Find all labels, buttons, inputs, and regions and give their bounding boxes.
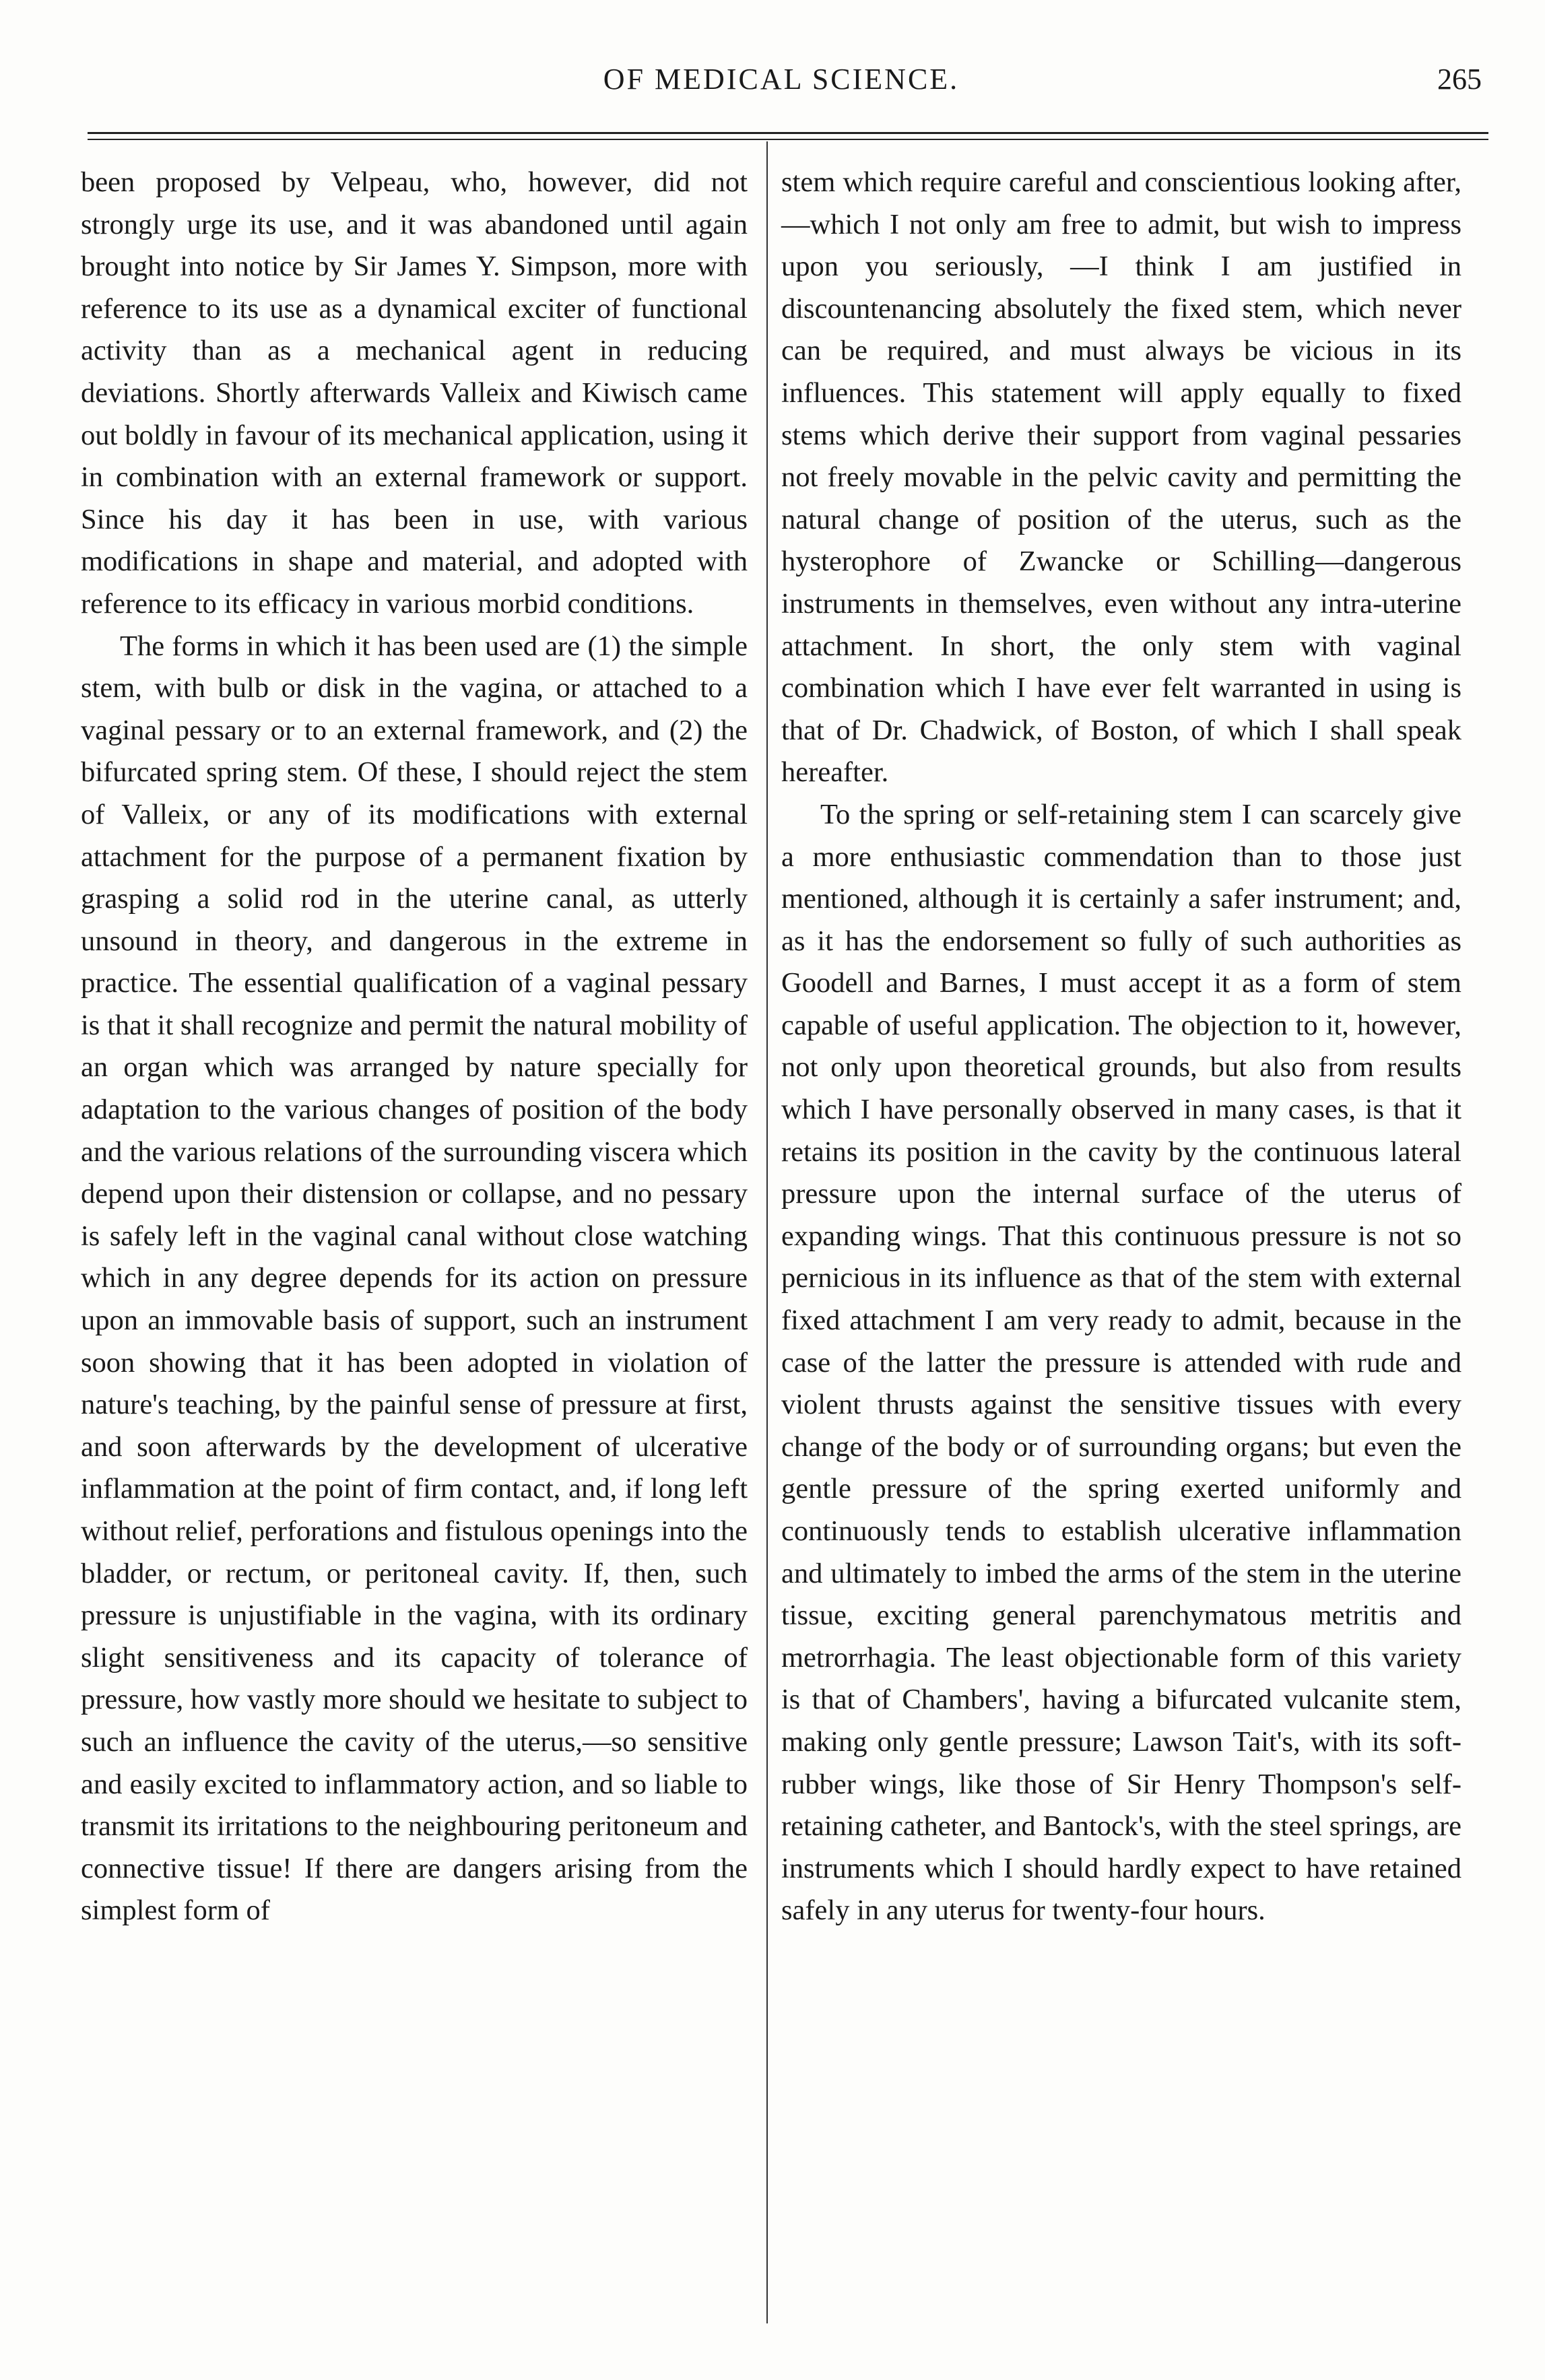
page-number: 265: [1437, 63, 1482, 96]
paragraph: The forms in which it has been used are (1) the simple stem, with bulb or disk in the vagina, or attached to a vaginal pessary or to an external framework, and (2) the bifurcated spring stem. Of these, I should reject the stem of Valleix, or any of its modifications with external attachment for the purpose of a permanent fixation by grasping a solid rod in the uterine canal, as utterly unsound in theory, and dangerous in the extreme in practice. The essential qualification of a vaginal pessary is that it shall recognize and permit the natural mobility of an organ which was arranged by nature specially for adaptation to the various changes of position of the body and the various relations of the surrounding viscera which depend upon their distension or collapse, and no pessary is safely left in the vaginal canal without close watching which in any degree depends for its action on pressure upon an immovable basis of support, such an instrument soon showing that it has been adopted in violation of nature's teaching, by the painful sense of pressure at first, and soon afterwards by the development of ulcerative inflammation at the point of firm contact, and, if long left without relief, perforations and fistulous openings into the bladder, or rectum, or peritoneal cavity. If, then, such pressure is unjustifiable in the vagina, with its ordinary slight sensitiveness and its capacity of tolerance of pressure, how vastly more should we hesitate to subject to such an influence the cavity of the uterus,—so sensitive and easily excited to inflammatory action, and so liable to transmit its irritations to the neighbouring peritoneum and connective tissue! If there are dangers arising from the simplest form of: [81, 630, 748, 1927]
header-rule-top: [88, 132, 1488, 134]
header-rule-bottom: [88, 139, 1488, 140]
paragraph: To the spring or self-retaining stem I can scarcely give a more enthusiastic commendation than to those just mentioned, although it is certainly a safer instrument; and, as it has the endorsement so fully of such authorities as Goodell and Barnes, I must accept it as a form of stem capable of useful application. The objection to it, however, not only upon theoretical grounds, but also from results which I have personally observed in many cases, is that it retains its position in the cavity by the continuous lateral pressure upon the internal surface of the uterus of expanding wings. That this continuous pressure is not so pernicious in its influence as that of the stem with external fixed attachment I am very ready to admit, because in the case of the latter the pressure is attended with rude and violent thrusts against the sensitive tissues with every change of the body or of surrounding organs; but even the gentle pressure of the spring exerted uniformly and continuously tends to establish ulcerative inflammation and ultimately to imbed the arms of the stem in the uterine tissue, exciting general parenchymatous metritis and metrorrhagia. The least objectionable form of this variety is that of Chambers', having a bifurcated vulcanite stem, making only gentle pressure; Lawson Tait's, with its soft-rubber wings, like those of Sir Henry Thompson's self-retaining catheter, and Bantock's, with the steel springs, are instruments which I should hardly expect to have retained safely in any uterus for twenty-four hours.: [781, 798, 1461, 1927]
left-column: [81, 162, 748, 1932]
page-header: [81, 62, 1482, 116]
column-divider: [766, 141, 768, 2323]
paragraph: stem which require careful and conscientious looking after,—which I not only am free to admit, but wish to impress upon you seriously, —I think I am justified in discountenancing absolutely the fixed stem, which never can be required, and must always be vicious in its influences. This statement will apply equally to fixed stems which derive their support from vaginal pessaries not freely movable in the pelvic cavity and permitting the natural change of position of the uterus, such as the hysterophore of Zwancke or Schilling—dangerous instruments in themselves, even without any intra-uterine attachment. In short, the only stem with vaginal combination which I have ever felt warranted in using is that of Dr. Chadwick, of Boston, of which I shall speak hereafter.: [781, 166, 1461, 789]
right-column: [781, 162, 1461, 1932]
paragraph: been proposed by Velpeau, who, however, did not strongly urge its use, and it was abandoned until again brought into notice by Sir James Y. Simpson, more with reference to its use as a dynamical exciter of functional activity than as a mechanical agent in reducing deviations. Shortly afterwards Valleix and Kiwisch came out boldly in favour of its mechanical application, using it in combination with an external framework or support. Since his day it has been in use, with various modifications in shape and material, and adopted with reference to its efficacy in various morbid conditions.: [81, 166, 748, 620]
running-title: OF MEDICAL SCIENCE.: [603, 63, 960, 96]
